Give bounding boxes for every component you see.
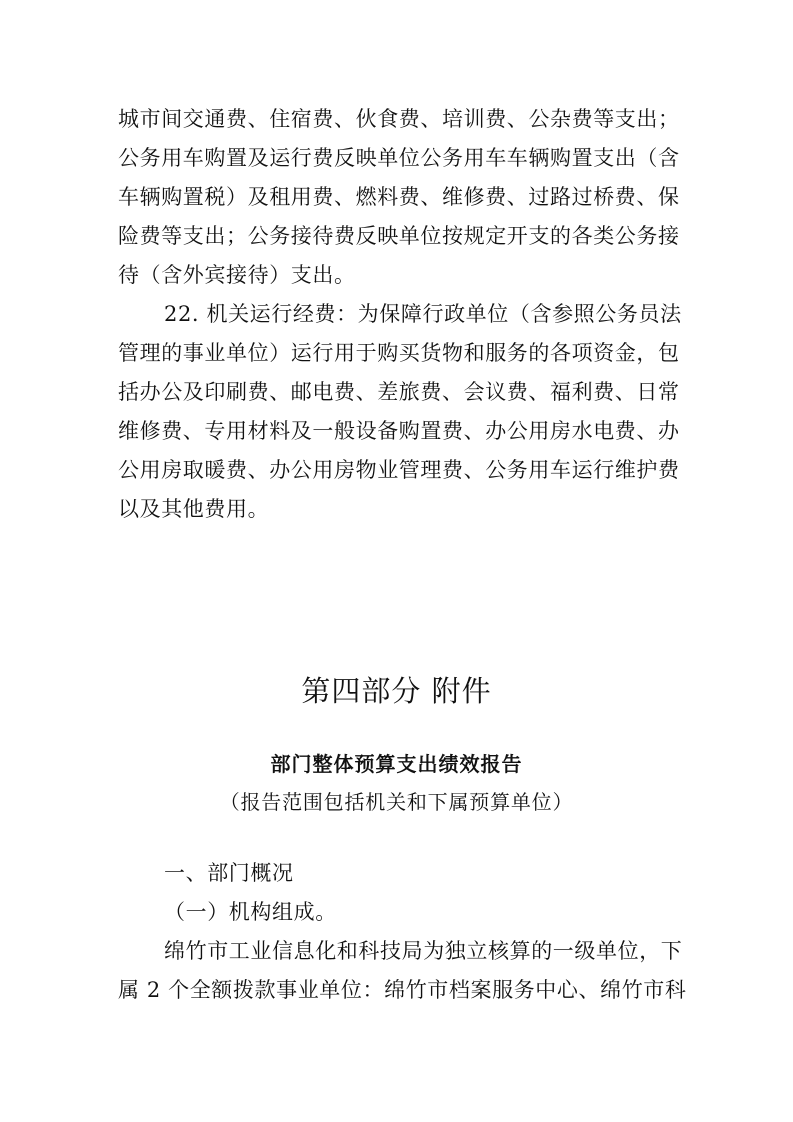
paragraph-line: 险费等支出；公务接待费反映单位按规定开支的各类公务接 [118,224,680,248]
paragraph-line: 待（含外宾接待）支出。 [118,263,356,287]
section-heading: 一、部门概况 [164,861,294,885]
subsection-heading: （一）机构组成。 [164,900,337,924]
paragraph-line: 属 2 个全额拨款事业单位：绵竹市档案服务中心、绵竹市科 [118,978,687,1002]
paragraph-line: 以及其他费用。 [118,497,270,521]
paragraph-line: 公务用车购置及运行费反映单位公务用车车辆购置支出（含 [118,146,680,170]
paragraph-line: 维修费、专用材料及一般设备购置费、办公用房水电费、办 [118,419,680,443]
paragraph-line: 管理的事业单位）运行用于购买货物和服务的各项资金，包 [118,341,680,365]
paragraph-line: 绵竹市工业信息化和科技局为独立核算的一级单位，下 [164,939,683,963]
part-title: 第四部分 附件 [301,674,492,708]
report-title: 部门整体预算支出绩效报告 [270,752,523,776]
paragraph-line: 括办公及印刷费、邮电费、差旅费、会议费、福利费、日常 [118,380,680,404]
paragraph-line: 22. 机关运行经费：为保障行政单位（含参照公务员法 [164,302,682,326]
paragraph-line: 车辆购置税）及租用费、燃料费、维修费、过路过桥费、保 [118,185,680,209]
paragraph-line: 城市间交通费、住宿费、伙食费、培训费、公杂费等支出； [118,107,680,131]
paragraph-line: 公用房取暖费、办公用房物业管理费、公务用车运行维护费 [118,458,680,482]
report-subtitle: （报告范围包括机关和下属预算单位） [219,790,574,814]
